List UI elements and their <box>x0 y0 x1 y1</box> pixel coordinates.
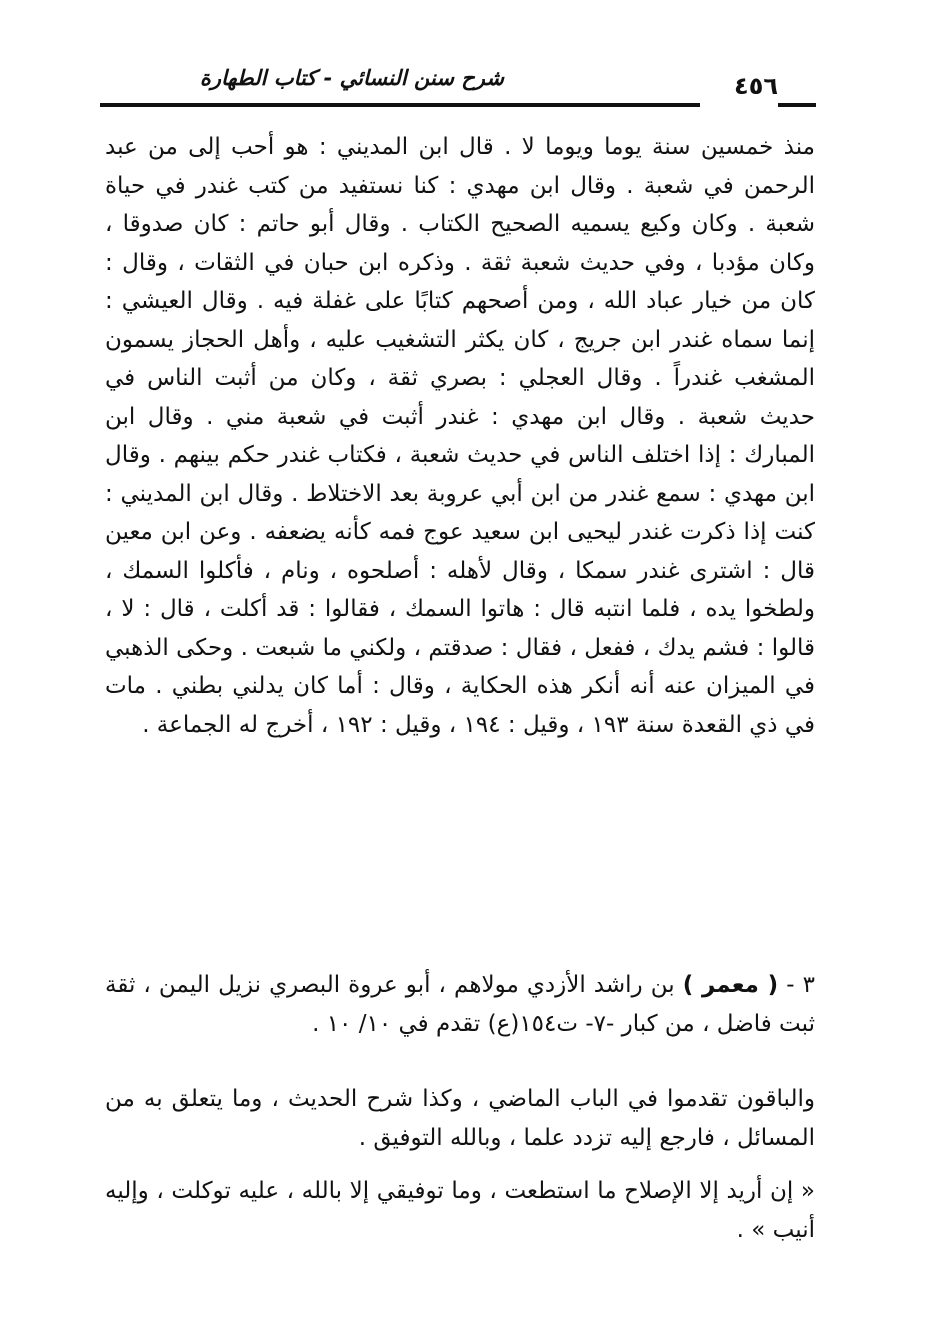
narrator-details: بن راشد الأزدي مولاهم ، أبو عروة البصري نزيل اليمن ، ثقة ثبت فاضل ، من كبار -٧- ت١٥٤(ع) تقدم في ١٠/ ١٠ . <box>105 972 815 1037</box>
header-rule <box>100 103 700 107</box>
paragraph-narrator-3 <box>105 966 815 1043</box>
narrator-name: ( معمر ) <box>682 972 779 998</box>
page-header <box>100 66 816 106</box>
paragraph-remaining-narrators: والباقون تقدموا في الباب الماضي ، وكذا شرح الحديث ، وما يتعلق به من المسائل ، فارجع إليه تزدد علما ، وبالله التوفيق . <box>105 1086 815 1151</box>
page-number: ٤٥٦ <box>734 72 778 100</box>
paragraph-biography: منذ خمسين سنة يوما ويوما لا . قال ابن المديني : هو أحب إلى من عبد الرحمن في شعبة . وقال ابن مهدي : كنا نستفيد من كتب غندر في حياة شعبة . وكان وكيع يسميه الصحيح الكتاب . وقال أبو حاتم : كان صدوقا ، وكان مؤدبا ، وفي حديث شعبة ثقة . وذكره ابن حبان في الثقات ، وقال : كان من خيار عباد الله ، ومن أصحهم كتابًا على غفلة فيه . وقال العيشي : إنما سماه غندر ابن جريج ، كان يكثر التشغيب عليه ، وأهل الحجاز يسمون المشغب غندراً . وقال العجلي : بصري ثقة ، وكان من أثبت الناس في حديث شعبة . وقال ابن مهدي : غندر أثبت في شعبة مني . وقال ابن المبارك : إذا اختلف الناس في حديث شعبة ، فكتاب غندر حكم بينهم . وقال ابن مهدي : سمع غندر من ابن أبي عروبة بعد الاختلاط . وقال ابن المديني : كنت إذا ذكرت غندر ليحيى ابن سعيد عوج فمه كأنه يضعفه . وعن ابن معين قال : اشترى غندر سمكا ، وقال لأهله : أصلحوه ، ونام ، فأكلوا السمك ، ولطخوا يده ، فلما انتبه قال : هاتوا السمك ، فقالوا : قد أكلت ، قال : لا ، قالوا : فشم يدك ، ففعل ، فقال : صدقتم ، ولكني ما شبعت . وحكى الذهبي في الميزان عنه أنه أنكر هذه الحكاية ، وقال : أما كان يدلني بطني . مات في ذي القعدة سنة ١٩٣ ، وقيل : ١٩٤ ، وقيل : ١٩٢ ، أخرج له الجماعة . <box>105 134 815 738</box>
narrator-number: ٣ - <box>778 972 815 998</box>
paragraph-closing-verse: « إن أريد إلا الإصلاح ما استطعت ، وما توفيقي إلا بالله ، عليه توكلت ، وإليه أنيب » . <box>105 1178 815 1243</box>
header-rule-short <box>778 103 816 107</box>
header-title: شرح سنن النسائي - كتاب الطهارة <box>199 66 504 90</box>
